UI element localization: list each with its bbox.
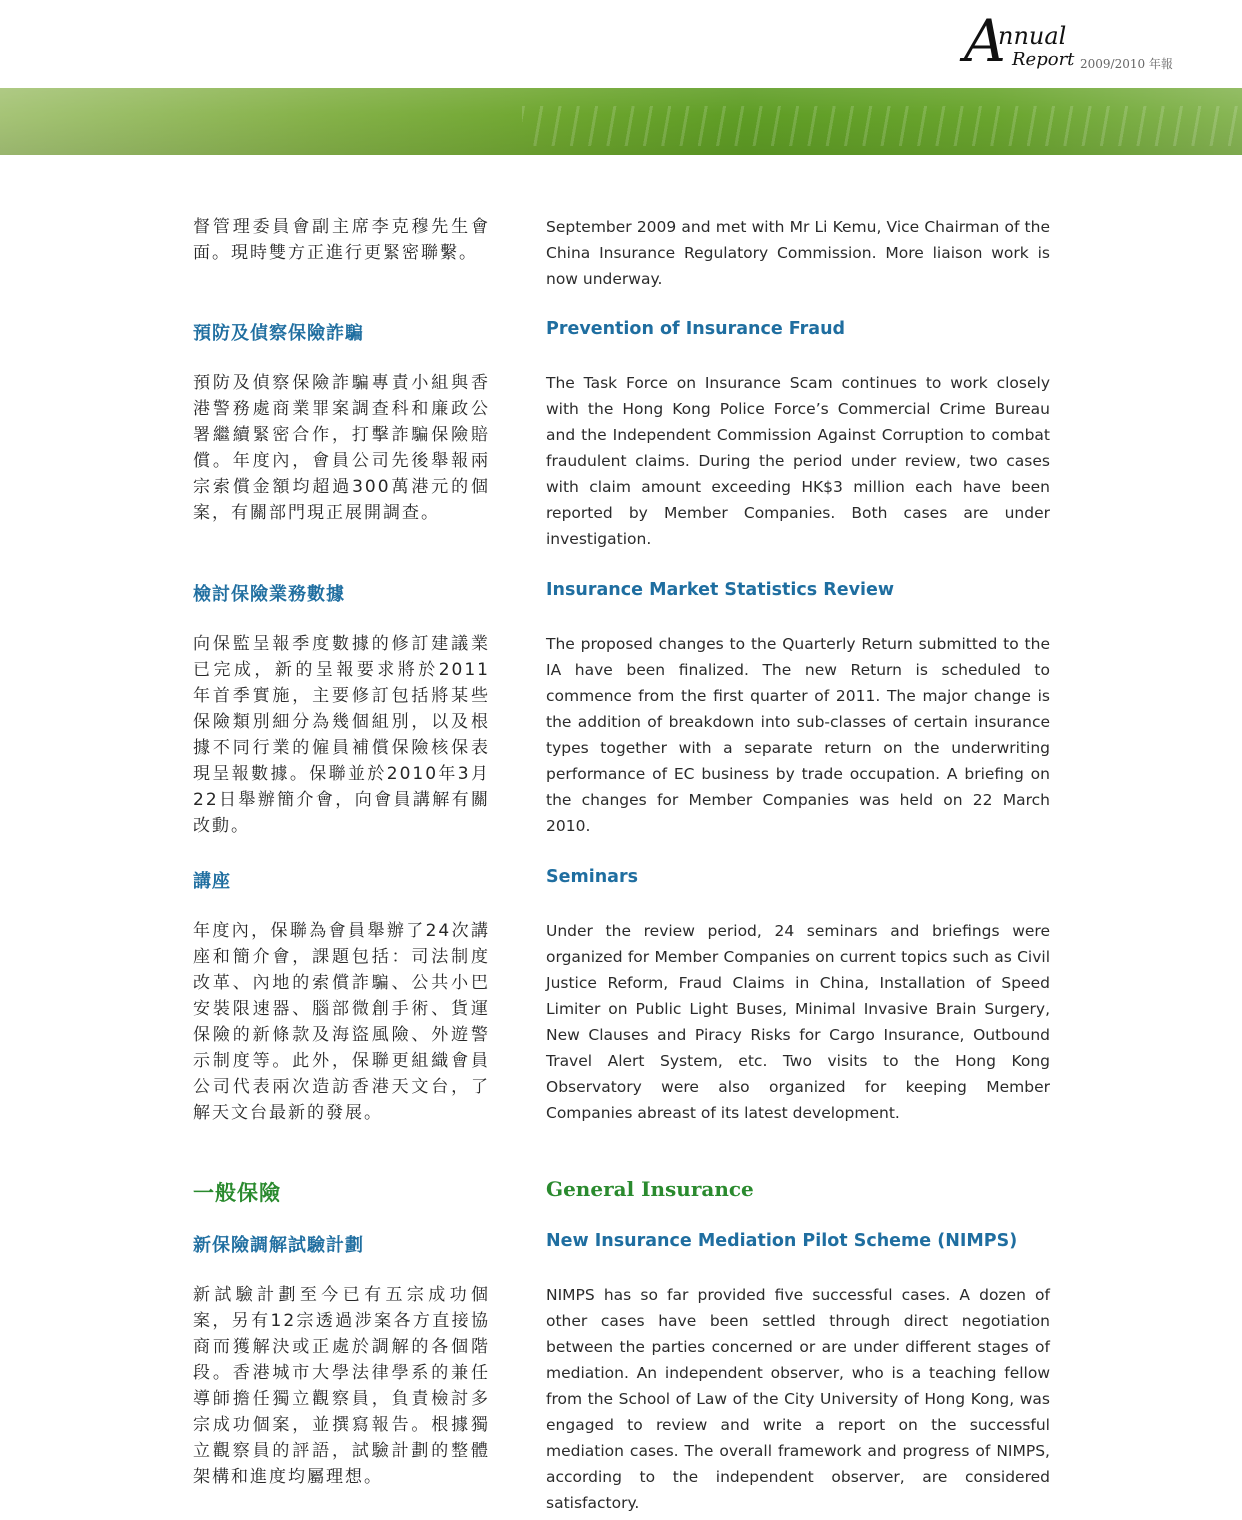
- general-insurance-en-heading: General Insurance: [546, 1177, 754, 1201]
- fraud-en-heading: Prevention of Insurance Fraud: [546, 319, 846, 339]
- logo-annual-text: nnual: [998, 22, 1067, 50]
- banner-pattern: [522, 106, 1242, 146]
- nimps-zh-paragraph: 新試驗計劃至今已有五宗成功個案，另有12宗透過涉案各方直接協商而獲解決或正處於調解的各個階段。香港城市大學法律學系的兼任導師擔任獨立觀察員，負責檢討多宗成功個案，並撰寫報告。根據獨立觀察員的評語，試驗計劃的整體架構和進度均屬理想。: [193, 1285, 490, 1487]
- seminars-en-paragraph: Under the review period, 24 seminars and briefings were organized for Member Companies on current topics such as Civil Justice Reform, Fraud Claims in China, Installation of Speed Limiter on Public Light Buses, Minimal Invasive Brain Surgery, New Clauses and Piracy Risks for Cargo Insurance, Outbound Travel Alert System, etc. Two visits to the Hong Kong Observatory were also organized for keeping Member Companies abreast of its latest development.: [546, 922, 1050, 1122]
- intro-zh-paragraph: 督管理委員會副主席李克穆先生會面。現時雙方正進行更緊密聯繫。: [193, 217, 490, 263]
- nimps-zh-heading: 新保險調解試驗計劃: [193, 1235, 364, 1256]
- logo-year-text: 2009/2010 年報: [1080, 57, 1173, 71]
- statistics-zh-paragraph: 向保監呈報季度數據的修訂建議業已完成，新的呈報要求將於2011年首季實施，主要修訂包括將某些保險類別細分為幾個組別，以及根據不同行業的僱員補償保險核保表現呈報數據。保聯並於2010年3月22日舉辦簡介會，向會員講解有關改動。: [193, 634, 490, 836]
- logo-letter-a: A: [964, 7, 1006, 75]
- statistics-zh-heading: 檢討保險業務數據: [193, 584, 345, 605]
- fraud-zh-paragraph: 預防及偵察保險詐騙專責小組與香港警務處商業罪案調查科和廉政公署繼續緊密合作，打擊詐騙保險賠償。年度內，會員公司先後舉報兩宗索償金額均超過300萬港元的個案，有關部門現正展開調查。: [193, 373, 490, 523]
- general-insurance-zh-heading: 一般保險: [193, 1181, 281, 1205]
- page-header: [0, 0, 1242, 88]
- fraud-zh-heading: 預防及偵察保險詐騙: [193, 323, 364, 344]
- statistics-en-heading: Insurance Market Statistics Review: [546, 580, 895, 600]
- nimps-en-heading: New Insurance Mediation Pilot Scheme (NIMPS): [546, 1231, 1018, 1251]
- seminars-zh-paragraph: 年度內，保聯為會員舉辦了24次講座和簡介會，課題包括：司法制度改革、內地的索償詐騙、公共小巴安裝限速器、腦部微創手術、貨運保險的新條款及海盜風險、外遊警示制度等。此外，保聯更組織會員公司代表兩次造訪香港天文台，了解天文台最新的發展。: [193, 921, 490, 1123]
- intro-en-paragraph: September 2009 and met with Mr Li Kemu, Vice Chairman of the China Insurance Regulatory Commission. More liaison work is now underway.: [546, 218, 1050, 288]
- seminars-zh-heading: 講座: [193, 871, 231, 892]
- nimps-en-paragraph: NIMPS has so far provided five successful cases. A dozen of other cases have been settled through direct negotiation between the parties concerned or are under different stages of mediation. An independent observer, who is a teaching fellow from the School of Law of the City University of Hong Kong, was engaged to review and write a report on the successful mediation cases. The overall framework and progress of NIMPS, according to the independent observer, are considered satisfactory.: [546, 1286, 1050, 1512]
- statistics-en-paragraph: The proposed changes to the Quarterly Return submitted to the IA have been finalized. The new Return is scheduled to commence from the first quarter of 2011. The major change is the addition of breakdown into sub-classes of certain insurance types together with a separate return on the underwriting performance of EC business by trade occupation. A briefing on the changes for Member Companies was held on 22 March 2010.: [546, 635, 1050, 835]
- logo-report-text: Report: [1012, 49, 1075, 70]
- seminars-en-heading: Seminars: [546, 867, 639, 887]
- annual-report-logo: [964, 7, 1173, 75]
- green-banner: [0, 88, 1242, 155]
- fraud-en-paragraph: The Task Force on Insurance Scam continues to work closely with the Hong Kong Police Force’s Commercial Crime Bureau and the Independent Commission Against Corruption to combat fraudulent claims. During the period under review, two cases with claim amount exceeding HK$3 million each have been reported by Member Companies. Both cases are under investigation.: [546, 374, 1050, 548]
